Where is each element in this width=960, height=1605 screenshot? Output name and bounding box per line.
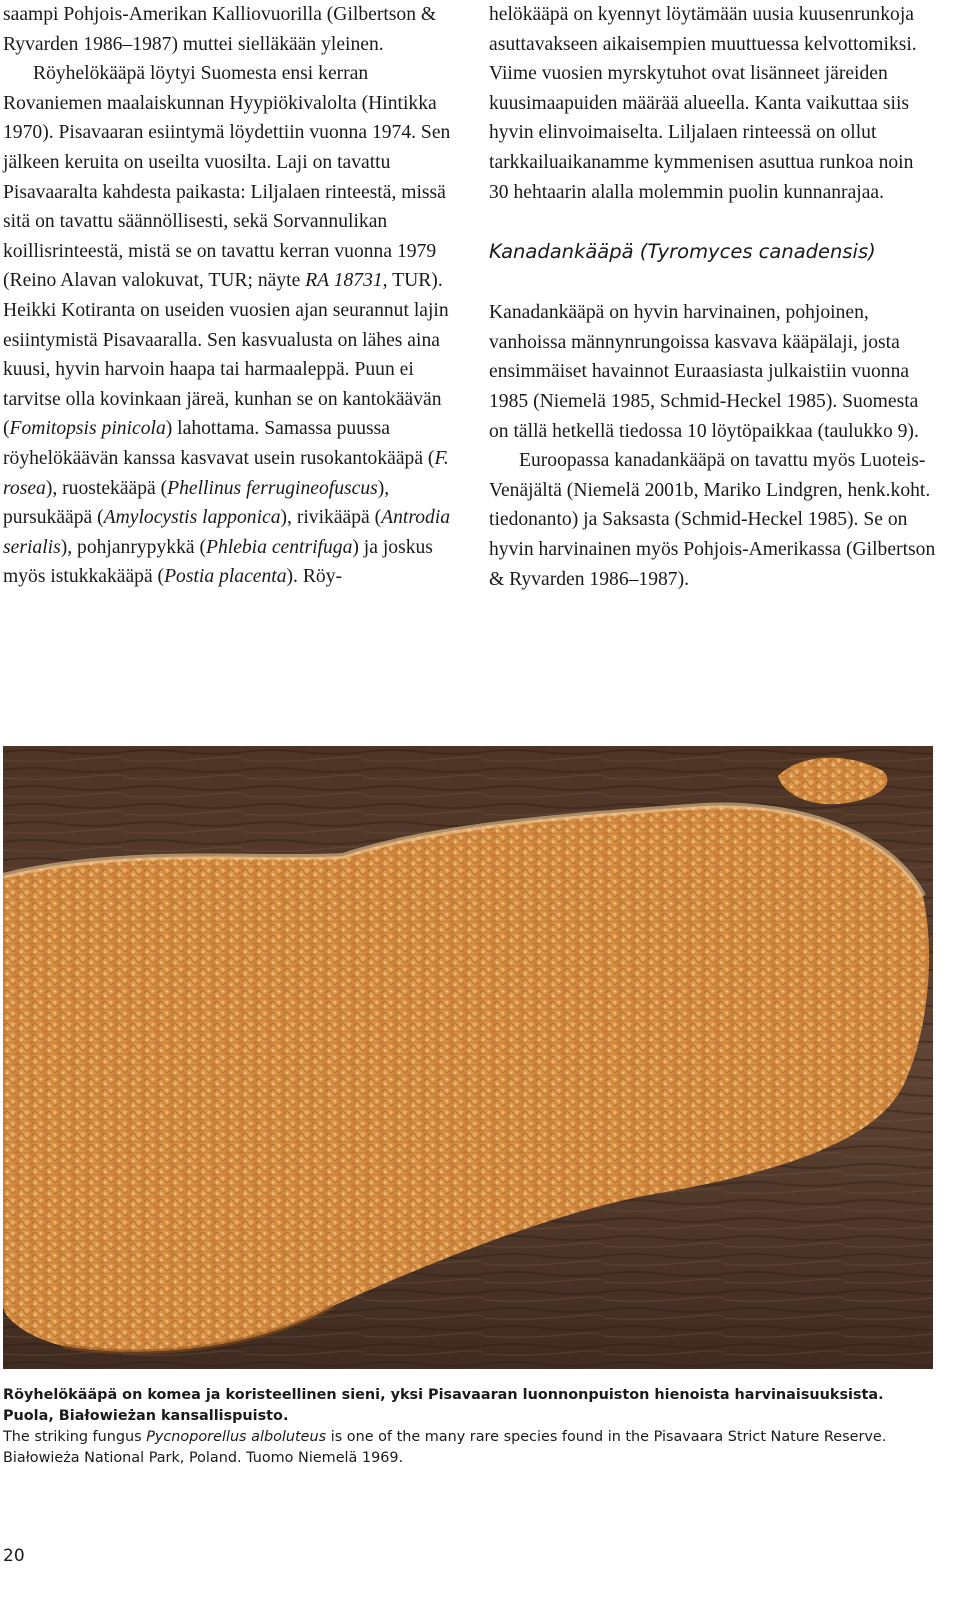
section-heading: Kanadankääpä (Tyromyces canadensis)	[489, 240, 876, 264]
species-name: F. rosea	[3, 447, 449, 499]
species-name: Fomitopsis pinicola	[9, 418, 166, 440]
species-name: Postia placenta	[164, 566, 287, 588]
caption-finnish: Röyhelökääpä on komea ja koristeellinen sieni, yksi Pisavaaran luonnonpuiston hienoista harvinaisuuksista. Puola, Białowieżan kansallispuisto.	[3, 1387, 884, 1424]
species-name: Phlebia centrifuga	[205, 536, 353, 558]
species-name: Pycnoporellus alboluteus	[146, 1429, 327, 1445]
species-name: Amylocystis lapponica	[103, 507, 281, 529]
body-paragraph: Euroopassa kanadankääpä on tavattu myös Luoteis-Venäjältä (Niemelä 2001b, Mariko Lindgren, henk.koht. tiedonanto) ja Saksasta (Schmid-Heckel 1985). Se on hyvin harvinainen myös Pohjois-Amerikassa (Gilbertson & Ryvarden 1986–1987).	[489, 450, 936, 590]
left-column	[3, 0, 451, 592]
caption-english: The striking fungus Pycnoporellus alboluteus is one of the many rare species found in the Pisavaara Strict Nature Reserve. Białowieża National Park, Poland. Tuomo Niemelä 1969.	[3, 1429, 887, 1466]
body-paragraph: Kanadankääpä on hyvin harvinainen, pohjoinen, vanhoissa männynrungoissa kasvava kääpälaji, josta ensimmäiset havainnot Euraasiasta julkaistiin vuonna 1985 (Niemelä 1985, Schmid-Heckel 1985). Suomesta on tällä hetkellä tiedossa 10 löytöpaikkaa (taulukko 9).	[489, 302, 919, 442]
right-column	[489, 0, 937, 594]
specimen-id: RA 18731	[305, 270, 383, 292]
body-paragraph: Röyhelökääpä löytyi Suomesta ensi kerran Rovaniemen maalaiskunnan Hyypiökivalolta (Hintikka 1970). Pisavaaran esiintymä löydettiin vuonna 1974. Sen jälkeen keruita on useilta vuosilta. Laji on tavattu Pisavaaralta kahdesta paikasta: Liljalaen rinteestä, missä sitä on tavattu säännöllisesti, sekä Sorvannulikan koillisrinteestä, mistä se on tavattu kerran vuonna 1979 (Reino Alavan valokuvat, TUR; näyte RA 18731, TUR). Heikki Kotiranta on useiden vuosien ajan seurannut lajin esiintymistä Pisavaaralla. Sen kasvualusta on lähes aina kuusi, hyvin harvoin haapa tai harmaaleppä. Puun ei tarvitse olla kovinkaan järeä, kunhan se on kantokäävän (Fomitopsis pinicola) lahottama. Samassa puussa röyhelökäävän kanssa kasvavat usein rusokantokääpä (F. rosea), ruostekääpä (Phellinus ferrugineofuscus), pursukääpä (Amylocystis lapponica), rivikääpä (Antrodia serialis), pohjanrypykkä (Phlebia centrifuga) ja joskus myös istukkakääpä (Postia placenta). Röy-	[3, 63, 451, 588]
species-name: Antrodia serialis	[3, 507, 451, 558]
body-paragraph: helökääpä on kyennyt löytämään uusia kuusenrunkoja asuttavakseen aikaisempien muuttuessa kelvottomiksi. Viime vuosien myrskytuhot ovat lisänneet järeiden kuusimaapuiden määrää alueella. Kanta vaikuttaa siis hyvin elinvoimaiselta. Liljalaen rinteessä on ollut tarkkailuaikanamme kymmenisen asuttua runkoa noin 30 hehtaarin alalla molemmin puolin kunnanrajaa.	[489, 4, 917, 203]
figure-caption	[3, 1385, 938, 1469]
species-name: Phellinus ferrugineofuscus	[167, 477, 378, 499]
page-number: 20	[3, 1546, 25, 1566]
fungus-photo	[3, 746, 933, 1369]
body-paragraph: saampi Pohjois-Amerikan Kalliovuorilla (Gilbertson & Ryvarden 1986–1987) muttei sielläkään yleinen.	[3, 4, 437, 55]
